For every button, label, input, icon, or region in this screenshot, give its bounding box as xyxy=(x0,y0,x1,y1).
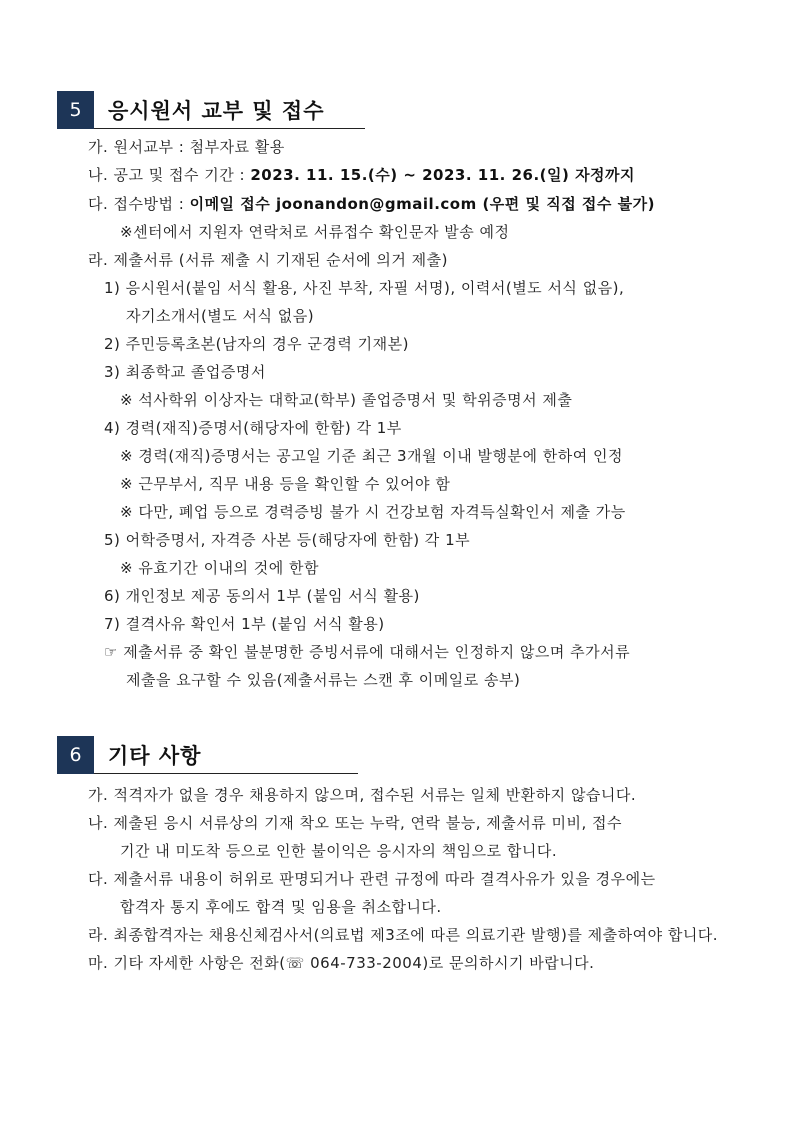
doc-note-1: ☞ 제출서류 중 확인 불분명한 증빙서류에 대해서는 인정하지 않으며 추가서류 xyxy=(104,643,631,661)
section-5-header xyxy=(57,91,365,129)
doc-item-4-note-1: ※ 경력(재직)증명서는 공고일 기준 최근 3개월 이내 발행분에 한하여 인정 xyxy=(120,447,623,465)
doc-item-3-note: ※ 석사학위 이상자는 대학교(학부) 졸업증명서 및 학위증명서 제출 xyxy=(120,391,573,409)
doc-item-4-note-2: ※ 근무부서, 직무 내용 등을 확인할 수 있어야 함 xyxy=(120,475,451,493)
item-ga: 가. 원서교부 : 첨부자료 활용 xyxy=(88,138,285,156)
item-na-label: 나. 공고 및 접수 기간 : xyxy=(88,166,251,184)
item-na-value: 2023. 11. 15.(수) ~ 2023. 11. 26.(일) 자정까지 xyxy=(250,166,636,184)
etc-item-da: 다. 제출서류 내용이 허위로 판명되거나 관련 규정에 따라 결격사유가 있을 경우에는 xyxy=(88,870,656,888)
item-da xyxy=(88,194,655,214)
doc-item-3: 3) 최종학교 졸업증명서 xyxy=(104,363,266,381)
section-title-wrap xyxy=(94,91,365,129)
doc-item-1: 1) 응시원서(붙임 서식 활용, 사진 부착, 자필 서명), 이력서(별도 서식 없음), xyxy=(104,279,625,297)
doc-item-2: 2) 주민등록초본(남자의 경우 군경력 기재본) xyxy=(104,335,410,353)
section-6-header xyxy=(57,736,358,774)
doc-item-4: 4) 경력(재직)증명서(해당자에 한함) 각 1부 xyxy=(104,419,402,437)
section-number-badge: 5 xyxy=(57,91,94,129)
item-da-value: 이메일 접수 joonandon@gmail.com (우편 및 직접 접수 불가) xyxy=(189,195,655,213)
doc-note-2: 제출을 요구할 수 있음(제출서류는 스캔 후 이메일로 송부) xyxy=(126,671,521,689)
etc-item-na-cont: 기간 내 미도착 등으로 인한 불이익은 응시자의 책임으로 합니다. xyxy=(120,842,558,860)
etc-item-da-cont: 합격자 통지 후에도 합격 및 임용을 취소합니다. xyxy=(120,898,442,916)
etc-item-ra: 라. 최종합격자는 채용신체검사서(의료법 제3조에 따른 의료기관 발행)를 제출하여야 합니다. xyxy=(88,926,719,944)
doc-item-6: 6) 개인정보 제공 동의서 1부 (붙임 서식 활용) xyxy=(104,587,420,605)
doc-item-5: 5) 어학증명서, 자격증 사본 등(해당자에 한함) 각 1부 xyxy=(104,531,471,549)
item-ra: 라. 제출서류 (서류 제출 시 기재된 순서에 의거 제출) xyxy=(88,251,448,269)
section-title: 기타 사항 xyxy=(108,743,202,768)
item-da-note: ※센터에서 지원자 연락처로 서류접수 확인문자 발송 예정 xyxy=(120,223,510,241)
section-title-wrap xyxy=(94,736,358,774)
item-na xyxy=(88,165,635,185)
doc-item-5-note: ※ 유효기간 이내의 것에 한함 xyxy=(120,559,320,577)
section-number-badge: 6 xyxy=(57,736,94,774)
doc-item-1-cont: 자기소개서(별도 서식 없음) xyxy=(126,307,315,325)
doc-item-7: 7) 결격사유 확인서 1부 (붙임 서식 활용) xyxy=(104,615,385,633)
item-da-label: 다. 접수방법 : xyxy=(88,195,190,213)
etc-item-na: 나. 제출된 응시 서류상의 기재 착오 또는 누락, 연락 불능, 제출서류 미비, 접수 xyxy=(88,814,622,832)
doc-item-4-note-3: ※ 다만, 폐업 등으로 경력증빙 불가 시 건강보험 자격득실확인서 제출 가능 xyxy=(120,503,626,521)
etc-item-ga: 가. 적격자가 없을 경우 채용하지 않으며, 접수된 서류는 일체 반환하지 않습니다. xyxy=(88,786,637,804)
etc-item-ma: 마. 기타 자세한 사항은 전화(☏ 064-733-2004)로 문의하시기 바랍니다. xyxy=(88,954,595,972)
section-title: 응시원서 교부 및 접수 xyxy=(108,98,325,123)
